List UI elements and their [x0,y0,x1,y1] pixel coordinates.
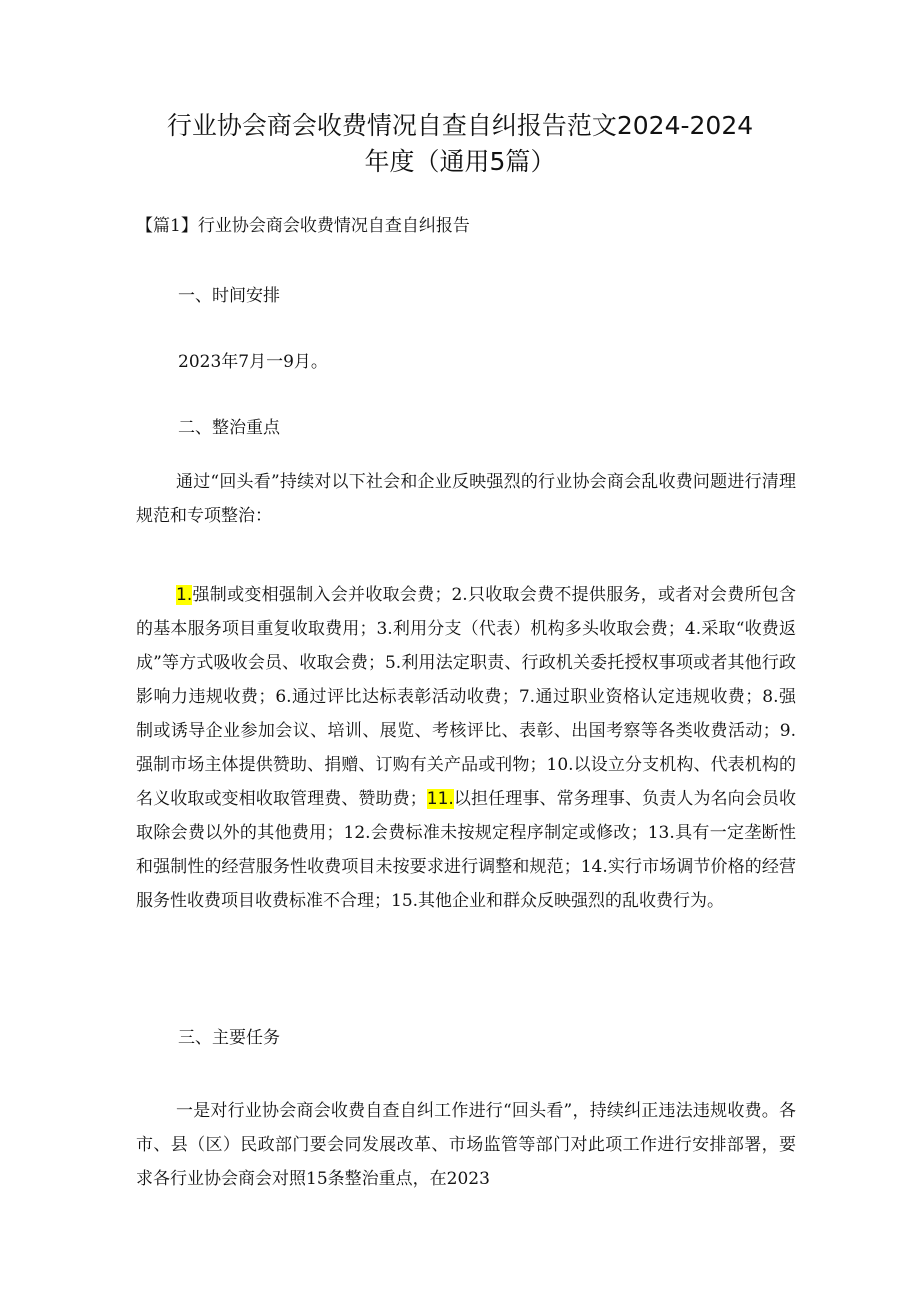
rectification-items-paragraph [136,578,796,918]
highlight-item-1: 1. [176,585,193,605]
section-label: 【篇1】行业协会商会收费情况自查自纠报告 [136,216,470,236]
intro-paragraph: 通过“回头看”持续对以下社会和企业反映强烈的行业协会商会乱收费问题进行清理规范和专项整治： [136,472,796,526]
date-range: 2023年7月一9月。 [178,352,328,372]
heading-time-schedule: 一、时间安排 [178,286,280,306]
items-text-part1: 强制或变相强制入会并收取会费；2.只收取会费不提供服务，或者对会费所包含的基本服务项目重复收取费用；3.利用分支（代表）机构多头收取会费；4.采取“收费返成”等方式吸收会员、收取会费；5.利用法定职责、行政机关委托授权事项或者其他行政影响力违规收费；6.通过评比达标表彰活动收费；7.通过职业资格认定违规收费；8.强制或诱导企业参加会议、培训、展览、考核评比、表彰、出国考察等各类收费活动；9.强制市场主体提供赞助、捐赠、订购有关产品或刊物；10.以设立分支机构、代表机构的名义收取或变相收取管理费、赞助费； [136,585,796,809]
task-paragraph: 一是对行业协会商会收费自查自纠工作进行“回头看”，持续纠正违法违规收费。各市、县（区）民政部门要会同发展改革、市场监管等部门对此项工作进行安排部署，要求各行业协会商会对照15条整治重点，在2023 [136,1101,796,1189]
items-text-part2: 以担任理事、常务理事、负责人为名向会员收取除会费以外的其他费用；12.会费标准未按规定程序制定或修改；13.具有一定垄断性和强制性的经营服务性收费项目未按要求进行调整和规范；14.实行市场调节价格的经营服务性收费项目收费标准不合理；15.其他企业和群众反映强烈的乱收费行为。 [136,789,797,911]
document-title-line1: 行业协会商会收费情况自查自纠报告范文2024-2024 [166,111,754,140]
document-title-line2: 年度（通用5篇） [364,147,556,176]
heading-key-rectification: 二、整治重点 [178,418,280,438]
highlight-item-11: 11. [426,789,454,809]
heading-main-tasks: 三、主要任务 [178,1028,280,1048]
